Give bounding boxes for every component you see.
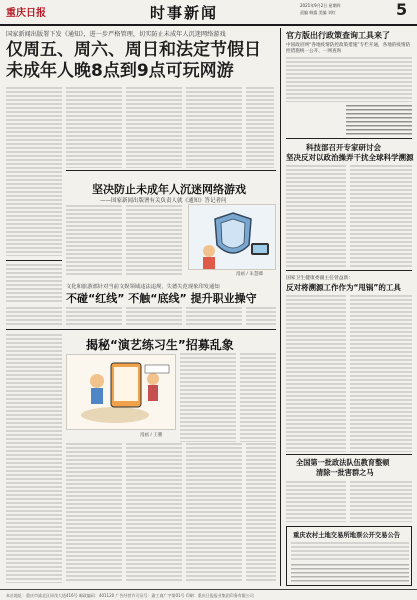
fraud-headline: 反对将溯源工作作为“甩锅”的工具 [286,283,401,292]
fraud-divider [286,270,412,271]
lead-body-col1 [6,86,62,256]
footer: 本社地址：重庆市渝北区同茂大道416号 邮政编码：401120 广告经营许可证号：渝工商广字第01号 印刷：重庆日报报业集团印务有限公司 [0,589,417,600]
lead-headline-line2: 未成年人晚8点到9点可玩网游 [6,61,234,81]
redline-body-col3 [126,306,182,326]
inspection-headline-1: 全国第一批政法队伍教育整顿 [296,458,390,467]
land-notice-box [286,526,412,586]
symposium-divider [286,138,412,139]
symposium-headline-2: 坚决反对以政治操弄干扰全球科学溯源 [286,153,414,162]
column-separator [280,28,281,586]
travel-qr-box [346,104,412,136]
training-top-divider [6,329,276,330]
lead-headline-line1: 仅周五、周六、周日和法定节假日 [6,40,261,60]
lead-divider [66,170,276,171]
redline-left-col [6,263,62,303]
section-title: 时事新闻 [150,4,219,22]
issue-date: 2021年9月2日 星期四 [300,3,341,8]
redline-headline: 不碰“红线” 不触“底线” 提升职业操守 [66,292,257,305]
lead-body-col5 [246,86,274,168]
symposium-body-col1 [286,164,346,268]
training-body-col4 [126,442,182,582]
page-number: 5 [396,0,408,19]
redline-body-col1 [6,306,62,326]
interview-body-col2 [126,204,182,276]
interview-headline: 坚决防止未成年人沉迷网络游戏 [92,183,246,196]
training-body-col2 [240,352,276,442]
interview-body-col1 [66,204,122,276]
symposium-headline-1: 科技部召开专家研讨会 [306,143,381,152]
inspection-body-col1 [286,480,346,522]
lead-kicker: 国家新闻出版署下发《通知》，进一步严格管理，切实防止未成年人沉迷网络游戏 [6,31,226,38]
redline-kicker: 文化和旅游部针对当前文娱领域违法违规、失德失范现象印发通知 [66,284,220,290]
land-notice-table [291,563,409,583]
editor-credits: 责编 韩露 美编 刘红 [300,10,336,15]
redline-body-col2 [66,306,122,326]
training-headline: 揭秘“演艺练习生”招募乱象 [86,338,234,352]
training-body-col3 [66,442,122,582]
inspection-body-col2 [350,480,412,522]
training-body-col6 [246,442,276,582]
training-illus-caption: 漫画 / 王鹏 [140,433,163,438]
training-body-col1 [180,352,236,442]
newspaper-logo: 重庆日报 [6,8,46,19]
training-illustration [66,354,176,430]
redline-body-col4 [186,306,242,326]
redline-divider [6,260,62,261]
symposium-body-col2 [350,164,412,268]
lead-body-col2 [66,86,122,168]
travel-subhead: 中国政府网“各地疫情防控政策措施”专栏开通，各地的疫情防控措施统一公开、一网查询 [286,43,411,54]
inspection-divider [286,454,412,455]
interview-illus-caption: 漫画 / 朱慧卿 [236,272,263,277]
inspection-headline-2: 清除一批害群之马 [316,468,374,477]
travel-headline: 官方版出行政策查询工具来了 [286,31,390,40]
land-notice-body [291,541,409,561]
land-notice-headline: 重庆农村土地交易所地票公开交易公告 [293,532,401,539]
fraud-kicker: 国家卫生健康委副主任曾益新： [286,276,354,281]
lead-body-col4 [186,86,242,168]
training-left-col [6,333,62,583]
interview-subhead: ——国家新闻出版署有关负责人就《通知》答记者问 [100,198,227,204]
redline-body-col5 [246,306,276,326]
lead-body-col3 [126,86,182,168]
training-body-col5 [186,442,242,582]
fraud-body-col2 [350,294,412,452]
fraud-body-col1 [286,294,346,452]
travel-body [286,56,412,102]
shield-illustration [188,204,276,270]
masthead [0,0,417,26]
